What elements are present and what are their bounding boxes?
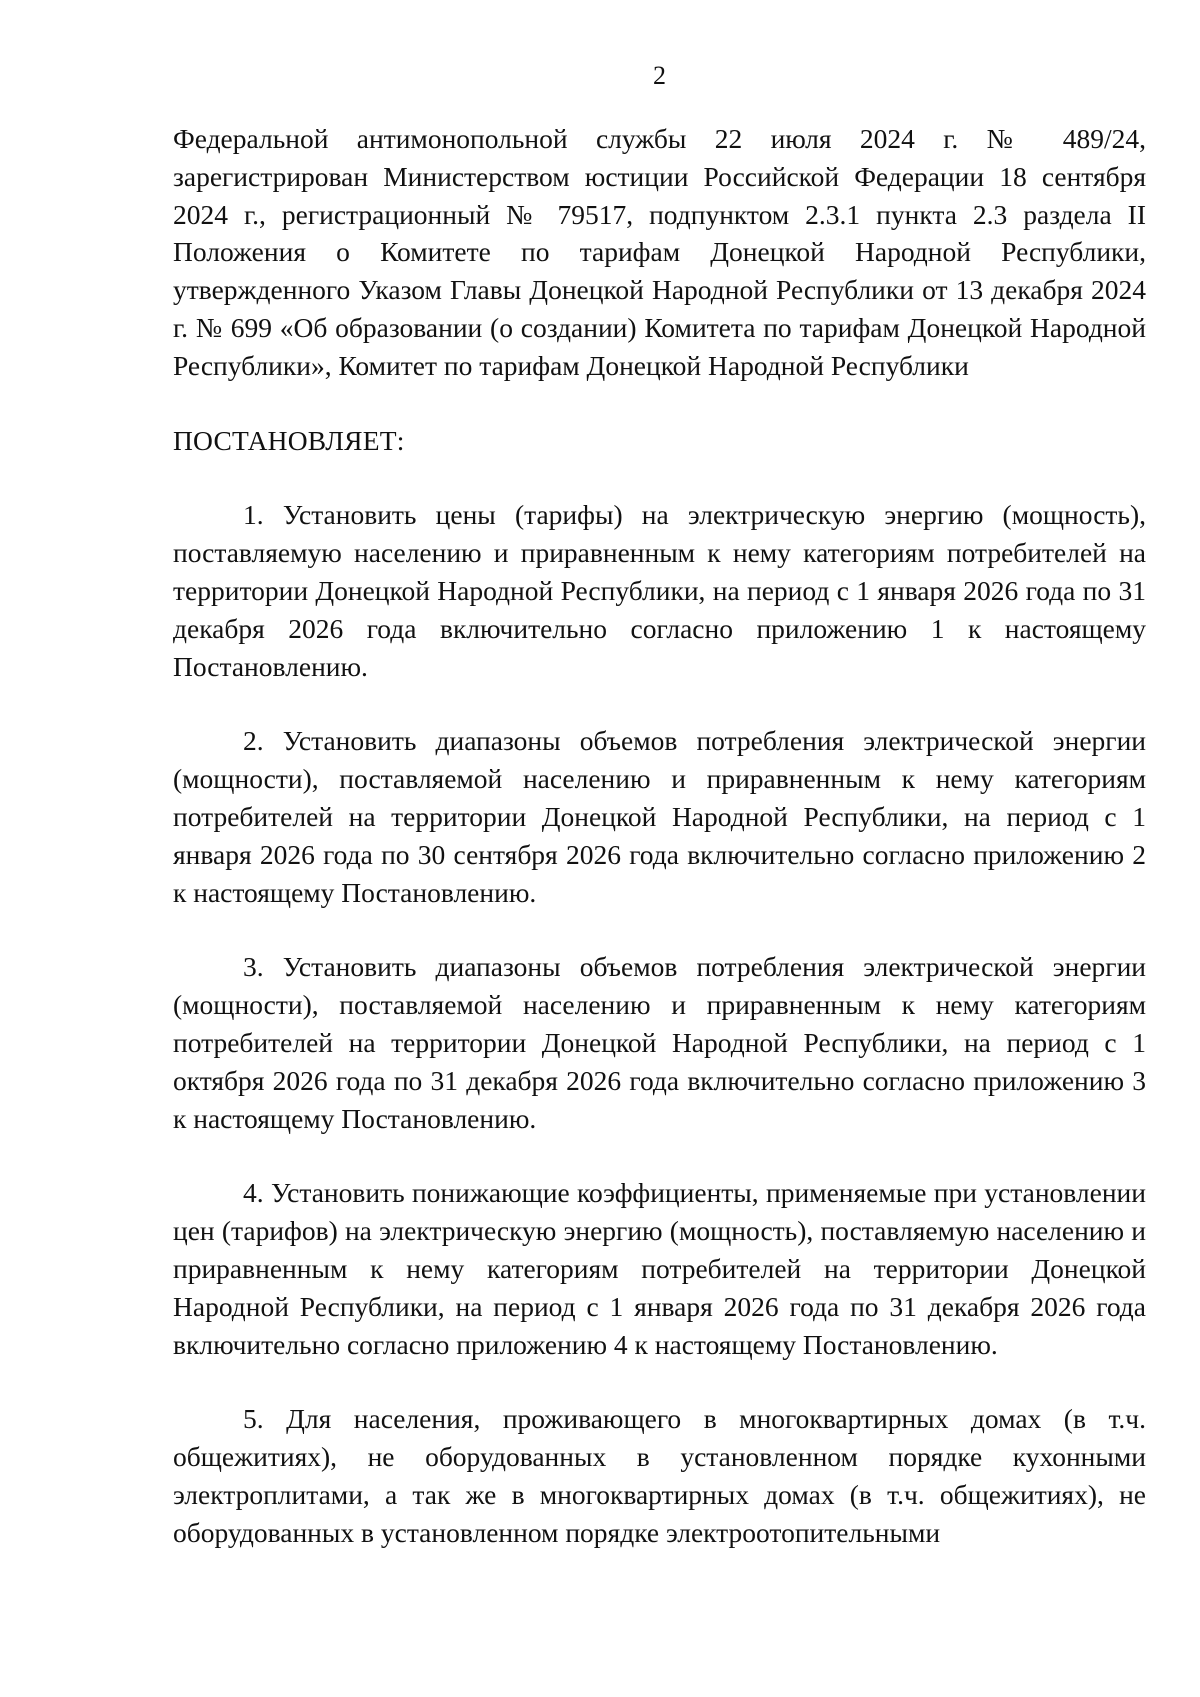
clause-5: 5. Для населения, проживающего в многоквартирных домах (в т.ч. общежитиях), не оборудованных в установленном порядке кухонными электроплитами, а так же в многоквартирных домах (в т.ч. общежитиях), не оборудованных в установленном порядке электроотопительными <box>173 1403 1146 1548</box>
clause-4: 4. Установить понижающие коэффициенты, применяемые при установлении цен (тарифов) на электрическую энергию (мощность), поставляемую населению и приравненным к нему категориям потребителей на территории Донецкой Народной Республики, на период с 1 января 2026 года по 31 декабря 2026 года включительно согласно приложению 4 к настоящему Постановлению. <box>173 1177 1146 1360</box>
clause-1: 1. Установить цены (тарифы) на электрическую энергию (мощность), поставляемую населению и приравненным к нему категориям потребителей на территории Донецкой Народной Республики, на период с 1 января 2026 года по 31 декабря 2026 года включительно согласно приложению 1 к настоящему Постановлению. <box>173 499 1146 682</box>
document-page <box>173 62 1146 1552</box>
intro-paragraph: Федеральной антимонопольной службы 22 июля 2024 г. № 489/24, зарегистрирован Министерством юстиции Российской Федерации 18 сентября 2024 г., регистрационный № 79517, подпунктом 2.3.1 пункта 2.3 раздела II Положения о Комитете по тарифам Донецкой Народной Республики, утвержденного Указом Главы Донецкой Народной Республики от 13 декабря 2024 г. № 699 «Об образовании (о создании) Комитета по тарифам Донецкой Народной Республики», Комитет по тарифам Донецкой Народной Республики <box>173 123 1146 381</box>
resolution-heading: ПОСТАНОВЛЯЕТ: <box>173 424 405 456</box>
clause-2: 2. Установить диапазоны объемов потребления электрической энергии (мощности), поставляемой населению и приравненным к нему категориям потребителей на территории Донецкой Народной Республики, на период с 1 января 2026 года по 30 сентября 2026 года включительно согласно приложению 2 к настоящему Постановлению. <box>173 725 1146 908</box>
clause-3: 3. Установить диапазоны объемов потребления электрической энергии (мощности), поставляемой населению и приравненным к нему категориям потребителей на территории Донецкой Народной Республики, на период с 1 октября 2026 года по 31 декабря 2026 года включительно согласно приложению 3 к настоящему Постановлению. <box>173 951 1146 1134</box>
page-number: 2 <box>653 61 666 90</box>
